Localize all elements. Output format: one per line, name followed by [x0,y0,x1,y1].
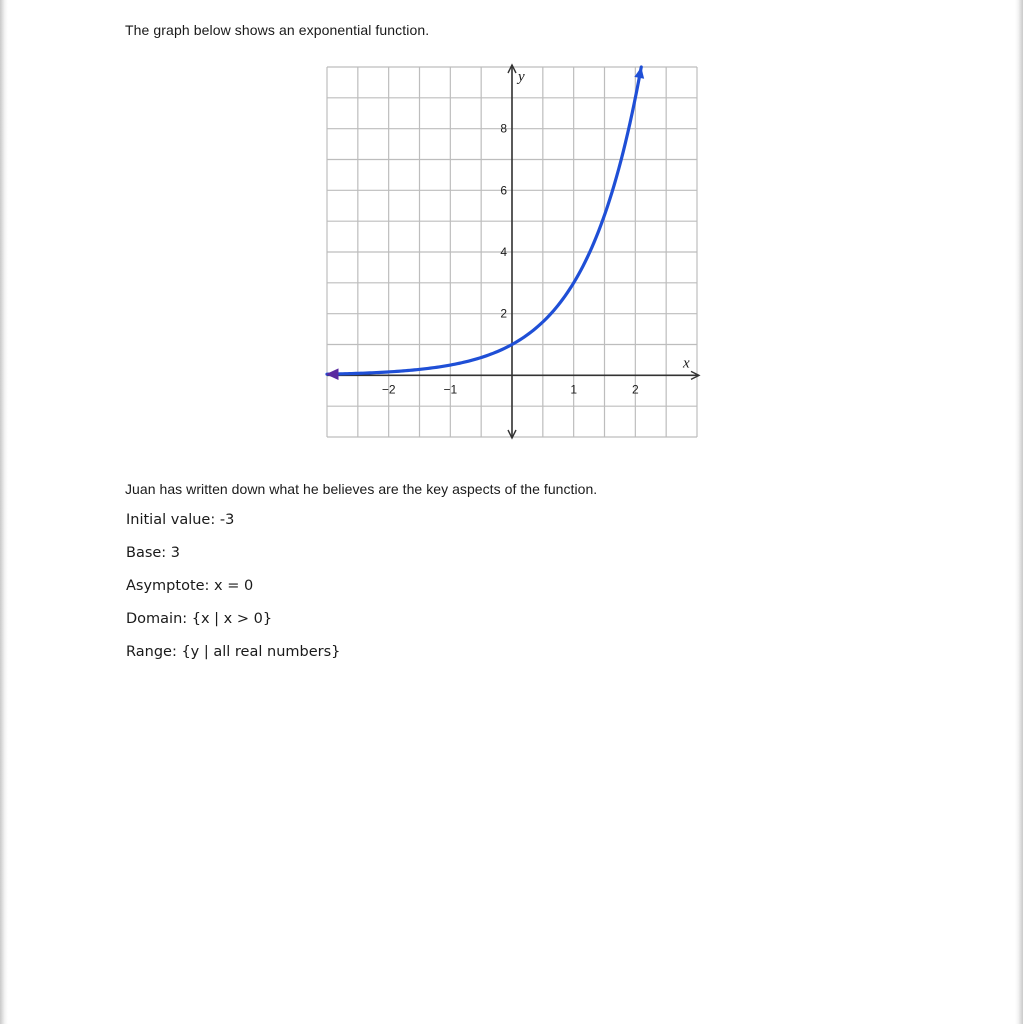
y-tick-label: 2 [500,306,507,321]
exponential-graph [0,0,1023,470]
aspect-base: Base: 3 [126,545,181,561]
y-tick-label: 8 [500,121,507,136]
y-axis-label: y [518,69,525,85]
x-axis-label: x [683,355,690,372]
aspect-range: Range: {y | all real numbers} [126,644,341,660]
x-tick-label: 1 [570,382,578,397]
x-tick-label: 2 [631,382,639,397]
y-tick-label: 4 [500,245,507,259]
intro-sentence: The graph below shows an exponential function. [125,22,430,38]
tick-labels [382,122,639,397]
aspect-initial-value: Initial value: -3 [126,512,235,528]
juan-statement: Juan has written down what he believes are the key aspects of the function. [125,481,598,497]
y-tick-label: 6 [500,183,507,198]
aspect-domain: Domain: {x | x > 0} [126,611,273,627]
x-tick-label: −1 [443,382,458,397]
aspect-asymptote: Asymptote: x = 0 [126,578,254,594]
x-tick-label: −2 [381,382,396,397]
curve-layer [327,67,644,379]
curve-left-arrow-icon [327,369,338,379]
